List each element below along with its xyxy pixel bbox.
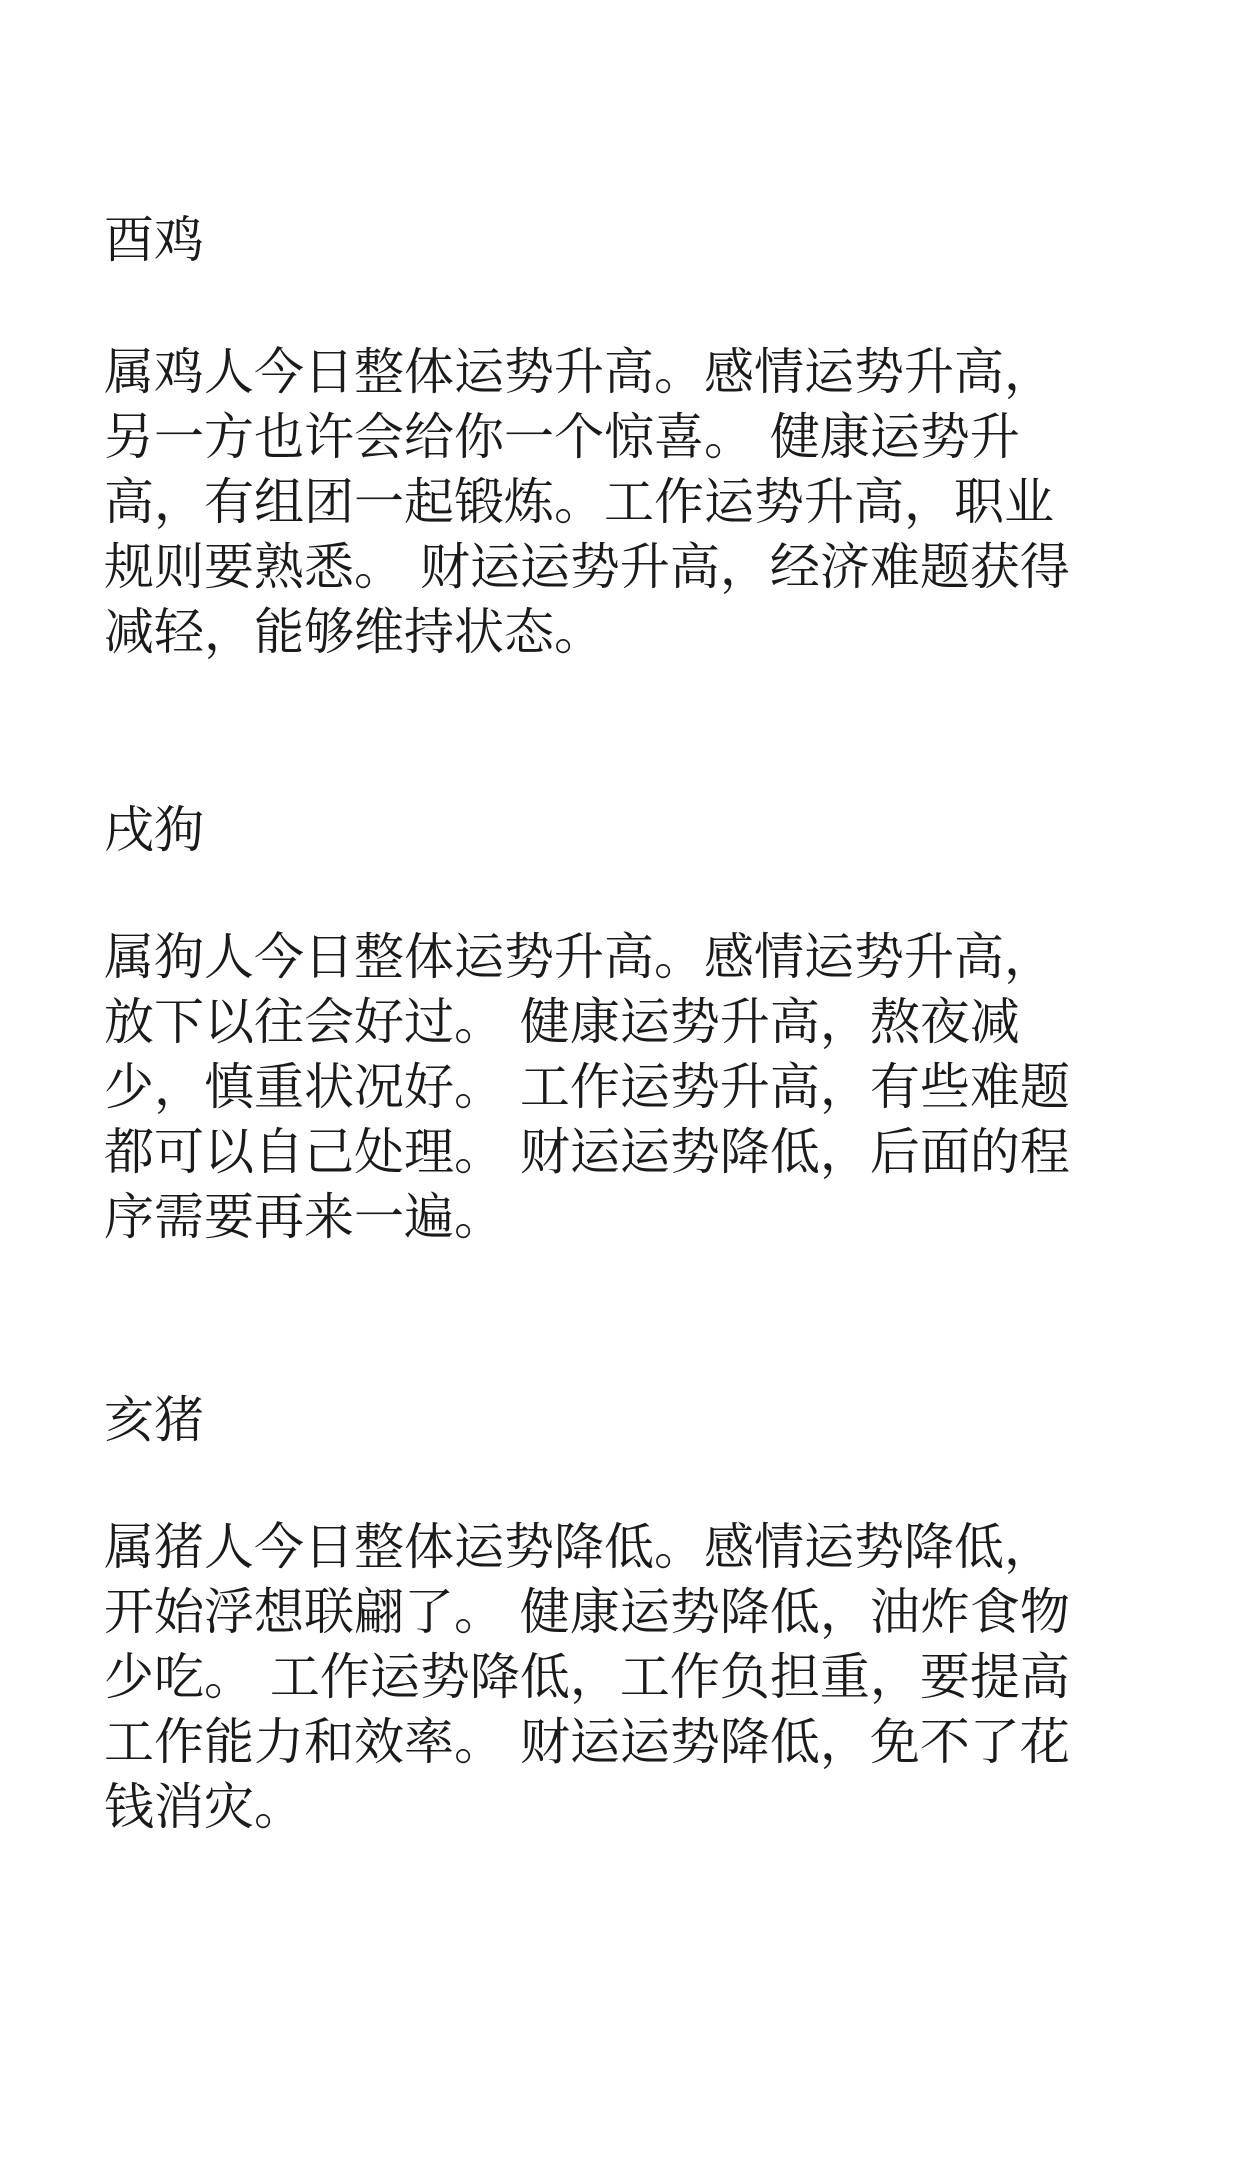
text-line: 规则要熟悉。 财运运势升高，经济难题获得 — [104, 538, 1070, 596]
text-line: 减轻，能够维持状态。 — [104, 603, 604, 661]
section-title-pig: 亥猪 — [104, 1391, 204, 1449]
section-body-dog — [104, 925, 1164, 1250]
text-line: 开始浮想联翩了。 健康运势降低，油炸食物 — [104, 1583, 1070, 1641]
text-line: 放下以往会好过。 健康运势升高，熬夜减 — [104, 993, 1020, 1051]
text-line: 高，有组团一起锻炼。工作运势升高，职业 — [104, 473, 1054, 531]
text-line: 属猪人今日整体运势降低。感情运势降低， — [104, 1518, 1054, 1576]
text-line: 少吃。 工作运势降低，工作负担重，要提高 — [104, 1648, 1070, 1706]
text-line: 序需要再来一遍。 — [104, 1188, 504, 1246]
text-line: 属鸡人今日整体运势升高。感情运势升高， — [104, 343, 1054, 401]
section-body-pig — [104, 1515, 1164, 1840]
text-line: 少，慎重状况好。 工作运势升高，有些难题 — [104, 1058, 1070, 1116]
section-title-rooster: 酉鸡 — [104, 211, 204, 269]
text-line: 属狗人今日整体运势升高。感情运势升高， — [104, 928, 1054, 986]
text-line: 都可以自己处理。 财运运势降低，后面的程 — [104, 1123, 1070, 1181]
section-body-rooster — [104, 340, 1164, 665]
text-line: 另一方也许会给你一个惊喜。 健康运势升 — [104, 408, 1020, 466]
text-line: 钱消灾。 — [104, 1778, 304, 1836]
section-title-dog: 戌狗 — [104, 801, 204, 859]
text-line: 工作能力和效率。 财运运势降低，免不了花 — [104, 1713, 1070, 1771]
